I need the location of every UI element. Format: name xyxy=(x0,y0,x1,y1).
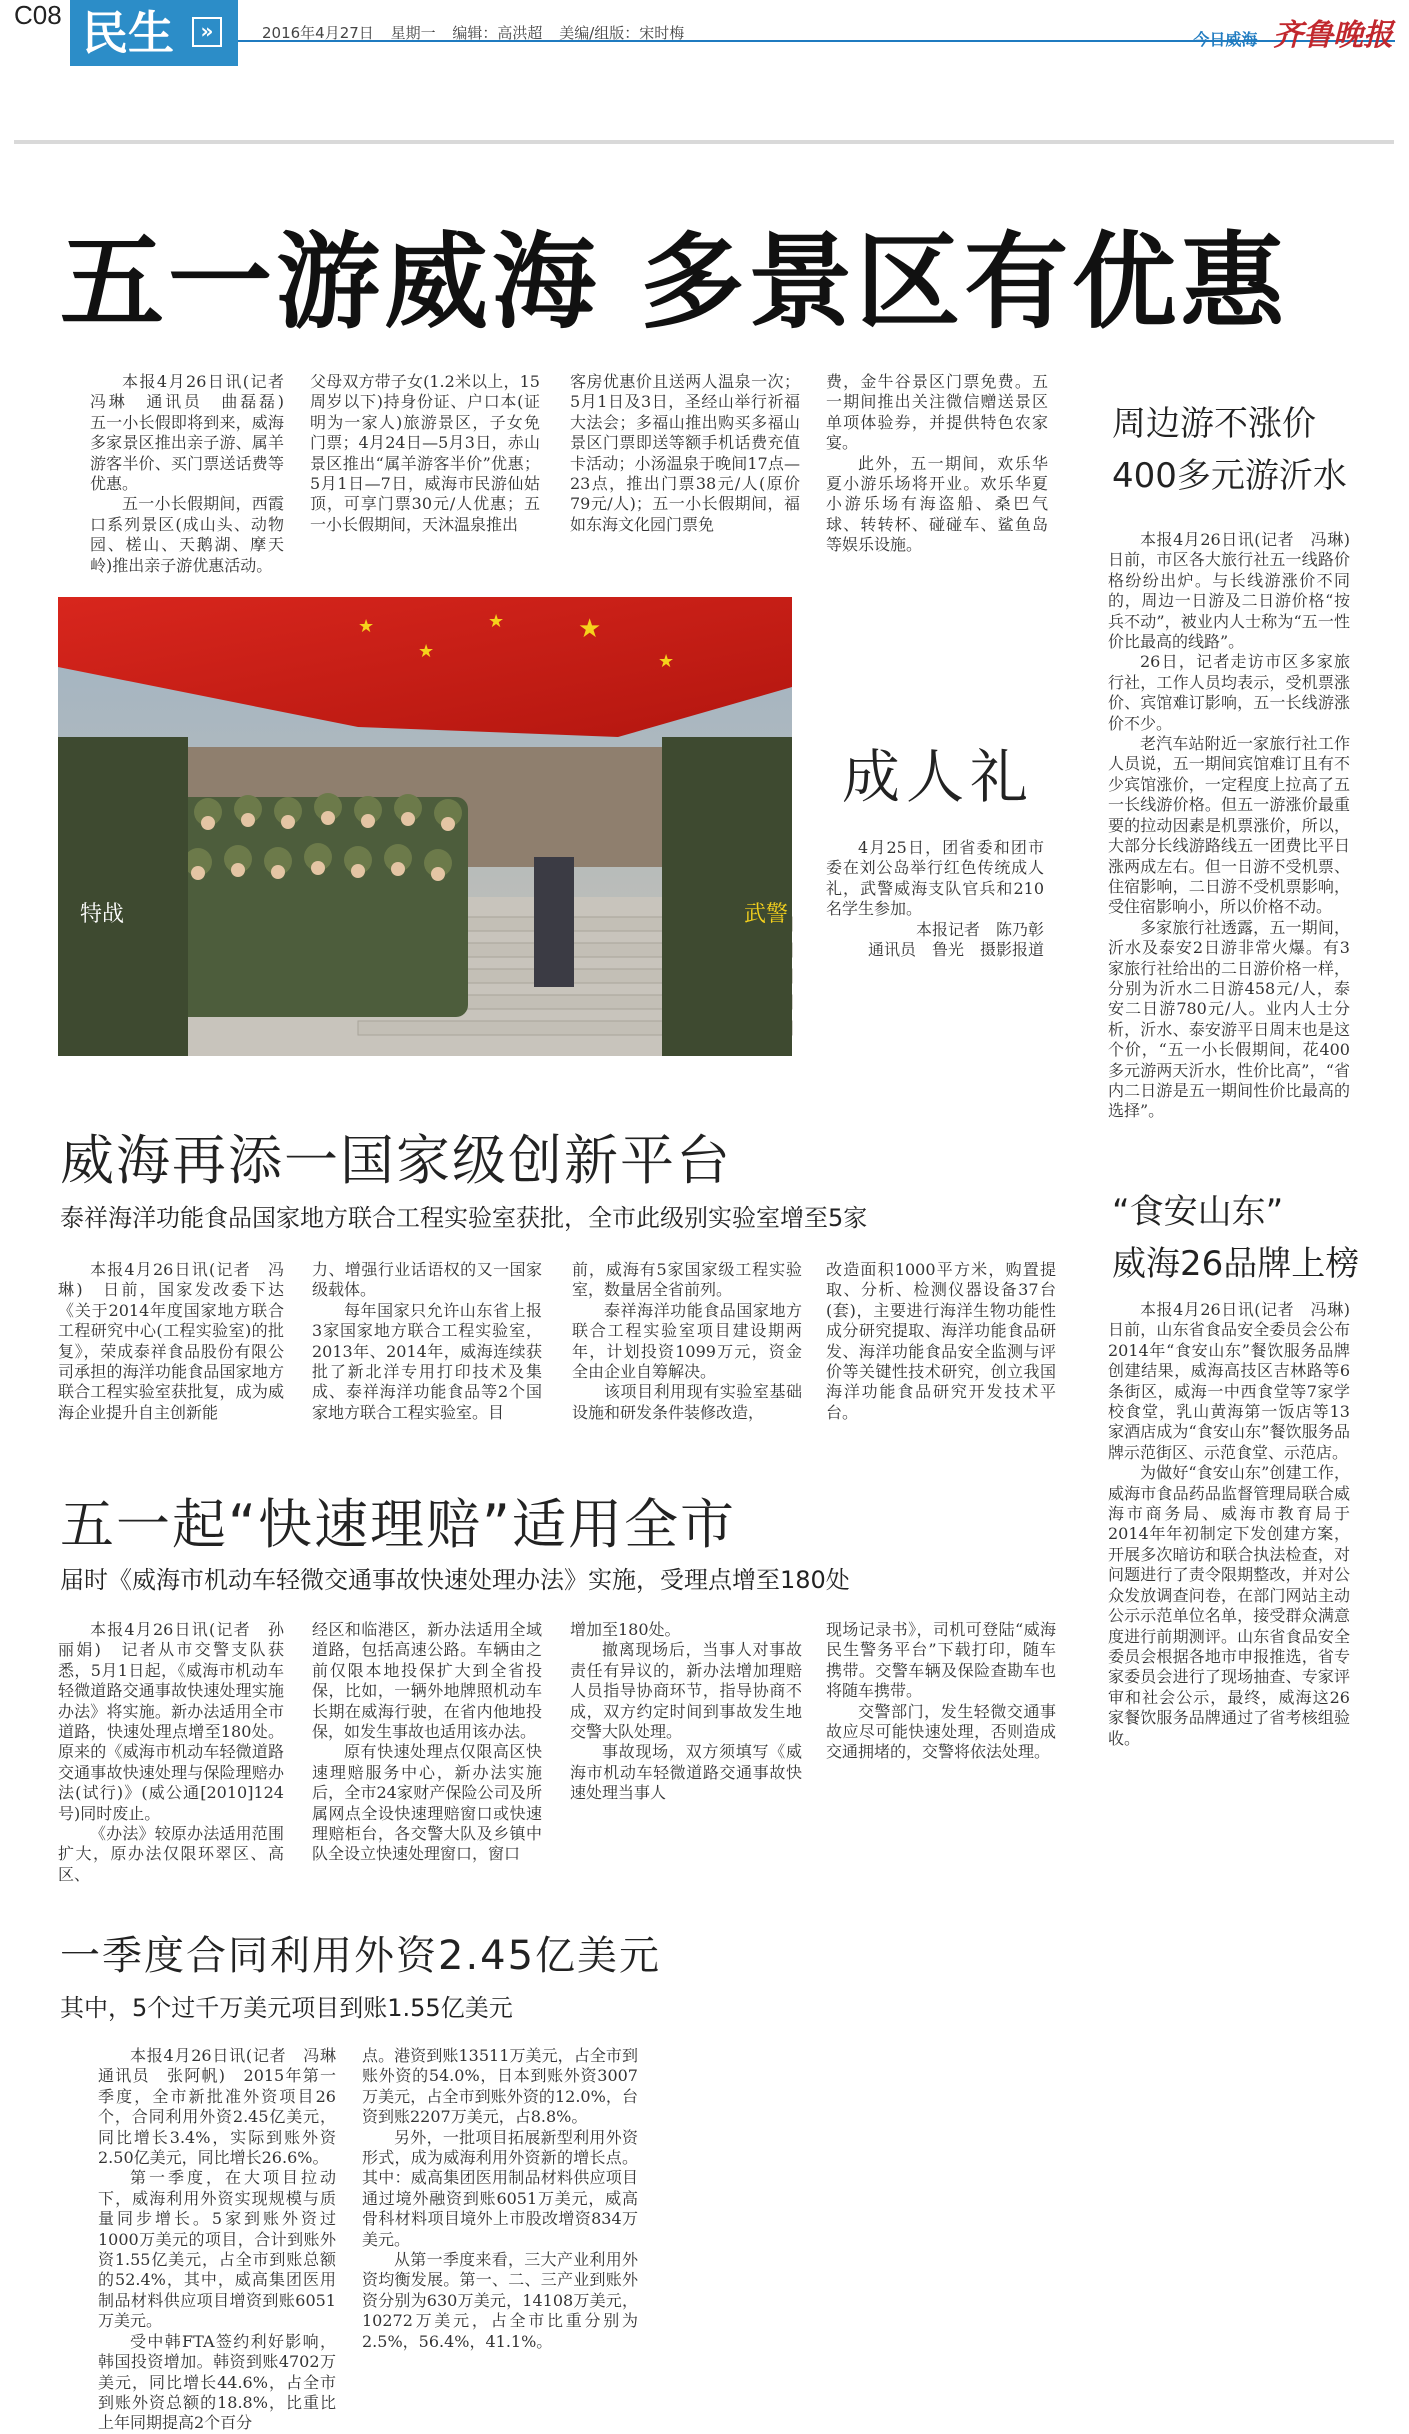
photo-credit xyxy=(826,920,1044,961)
main-col-4-p2: 此外，五一期间，欢乐华夏小游乐场将开业。欢乐华夏小游乐场有海盗船、桑巴气球、转转杯、碰碰车、鲨鱼岛等娱乐设施。 xyxy=(826,453,1048,555)
side-tour-p1: 本报4月26日讯(记者 冯琳) 日前，市区各大旅行社五一线路价格纷纷出炉。与长线游涨价不同的，周边一日游及二日游价格“按兵不动”，被业内人士称为“五一性价比最高的线路”。 xyxy=(1108,530,1367,652)
fdi-headline: 一季度合同利用外资2.45亿美元 xyxy=(60,1933,662,1979)
issue-date: 2016年4月27日 xyxy=(262,24,374,42)
editor-credit: 编辑：高洪超 xyxy=(452,24,543,42)
claims-col-1-p2: 《办法》较原办法适用范围扩大，原办法仅限环翠区、高区、 xyxy=(58,1824,284,1884)
photo-caption xyxy=(826,838,1044,920)
fdi-col-2-p1: 点。港资到账13511万美元，占全市到账外资的54.0%，日本到账外资3007万美元，占全市到账外资的12.0%，台资到账2207万美元，占8.8%。 xyxy=(362,2046,638,2127)
side-tour-headline-1: 周边游不涨价 xyxy=(1112,404,1316,444)
ceremony-photo-illustration xyxy=(58,597,792,1056)
claims-headline: 五一起“快速理赔”适用全市 xyxy=(60,1493,736,1556)
main-col-4 xyxy=(826,372,1048,555)
section-label xyxy=(70,0,238,66)
main-col-3-p1: 客房优惠价且送两人温泉一次；5月1日及3日，圣经山举行祈福大法会；多福山推出购买多福山景区门票即送等额手机话费充值卡活动；小汤温泉于晚间17点—23点，推出门票38元/人(原价79元/人)；五一小长假期间，福如东海文化园门票免 xyxy=(570,372,800,534)
side-tour-p2: 26日，记者走访市区多家旅行社，工作人员均表示，受机票涨价、宾馆难订影响，五一长线游涨价不少。 xyxy=(1108,652,1350,733)
main-col-1-p2: 五一小长假期间，西霞口系列景区(成山头、动物园、槎山、天鹅湖、摩天岭)推出亲子游优惠活动。 xyxy=(90,494,284,575)
platform-col-1 xyxy=(58,1260,284,1430)
photo-credit-1: 本报记者 陈乃彰 xyxy=(915,920,1044,939)
main-col-1 xyxy=(90,372,301,575)
main-col-4-p1: 费，金牛谷景区门票免费。五一期间推出关注微信赠送景区单项体验券，并提供特色农家宴。 xyxy=(826,372,1048,453)
side-tour-p4: 多家旅行社透露，五一期间，沂水及泰安2日游非常火爆。有3家旅行社给出的二日游价格一样，分别为沂水二日游458元/人，泰安二日游780元/人。业内人士分析，沂水、泰安游平日周末也是这个价，“五一小长假期间，花400多元游两天沂水，性价比高”，“省内二日游是五一期间性价比最高的选择”。 xyxy=(1108,917,1350,1121)
platform-col-2-p1: 力、增强行业话语权的又一国家级载体。 xyxy=(312,1260,542,1300)
claims-col-1-p1: 本报4月26日讯(记者 孙丽娟) 记者从市交警支队获悉，5月1日起，《威海市机动车轻微道路交通事故快速处理实施办法》将实施。新办法适用全市道路，快速处理点增至180处。原来的《威海市机动车轻微道路交通事故快速处理与保险理赔办法(试行)》(威公通[2010]124号)同时废止。 xyxy=(58,1620,284,1823)
fdi-subhead: 其中，5个过千万美元项目到账1.55亿美元 xyxy=(60,1994,513,2022)
claims-col-3-p2: 撤离现场后，当事人对事故责任有异议的，新办法增加理赔人员指导协商环节，指导协商不成，双方约定时间到事故发生地交警大队处理。 xyxy=(570,1640,802,1742)
side-tour-headline xyxy=(1112,398,1347,502)
designer-credit: 美编/组版：宋时梅 xyxy=(559,24,685,42)
claims-col-3-p1: 增加至180处。 xyxy=(570,1620,681,1639)
main-col-2 xyxy=(310,372,540,538)
platform-col-4 xyxy=(826,1260,1056,1430)
fdi-col-2-p3: 从第一季度来看，三大产业利用外资均衡发展。第一、二、三产业到账外资分别为630万美元，14108万美元，10272万美元，占全市比重分别为2.5%，56.4%，41.1%。 xyxy=(362,2250,638,2351)
main-col-1-p1: 本报4月26日讯(记者 冯琳 通讯员 曲磊磊) 五一小长假即将到来，威海多家景区推出亲子游、属羊游客半价、买门票送话费等优惠。 xyxy=(90,372,301,494)
claims-col-2-p2: 原有快速处理点仅限高区快速理赔服务中心，新办法实施后，全市24家财产保险公司及所属网点全设快速理赔窗口或快速理赔柜台，各交警大队及乡镇中队全设立快速处理窗口，窗口 xyxy=(312,1742,542,1864)
photo-flash-right: 武警 xyxy=(744,902,789,927)
paper-logo: 齐鲁晚报 xyxy=(1273,18,1393,53)
side-food-body xyxy=(1108,1300,1367,1796)
side-tour-p3: 老汽车站附近一家旅行社工作人员说，五一期间宾馆难订且有不少宾馆涨价，一定程度上拉高了五一长线游价格。但五一游涨价最重要的拉动因素是机票涨价，所以，大部分长线游路线五一团费比平日涨两成左右。但一日游不受机票、住宿影响，二日游不受机票影响，受住宿影响小，所以价格不动。 xyxy=(1108,734,1350,917)
ceremony-photo xyxy=(58,597,792,1056)
platform-col-1-p1: 本报4月26日讯(记者 冯琳) 日前，国家发改委下达《关于2014年度国家地方联合工程研究中心(工程实验室)的批复》，荣成泰祥食品股份有限公司承担的海洋功能食品国家地方联合工程实验室获批复，成为威海企业提升自主创新能 xyxy=(58,1260,284,1422)
edition-name: 今日威海 xyxy=(1193,30,1258,49)
side-tour-headline-2: 400多元游沂水 xyxy=(1112,456,1347,496)
platform-subhead: 泰祥海洋功能食品国家地方联合工程实验室获批，全市此级别实验室增至5家 xyxy=(60,1204,868,1232)
platform-col-2-p2: 每年国家只允许山东省上报3家国家地方联合工程实验室，2013年、2014年，威海连续获批了新北洋专用打印技术及集成、泰祥海洋功能食品等2个国家地方联合工程实验室。目 xyxy=(312,1300,542,1422)
platform-col-4-p1: 改造面积1000平方米，购置提取、分析、检测仪器设备37台(套)，主要进行海洋生物功能性成分研究提取、海洋功能食品研发、海洋功能食品安全监测与评价等关键性技术研究，创立我国海洋功能食品研究开发技术平台。 xyxy=(826,1260,1056,1422)
side-food-headline-1: “食安山东” xyxy=(1112,1192,1284,1232)
claims-col-4 xyxy=(826,1620,1056,1894)
fdi-col-1-p3: 受中韩FTA签约利好影响，韩国投资增加。韩资到账4702万美元，同比增长44.6%，占全市到账外资总额的18.8%，比重比上年同期提高2个百分 xyxy=(98,2331,336,2433)
svg-text:★: ★ xyxy=(488,611,505,632)
main-headline: 五一游威海 多景区有优惠 xyxy=(60,221,1289,343)
platform-headline: 威海再添一国家级创新平台 xyxy=(60,1129,732,1192)
claims-col-1 xyxy=(58,1620,284,1894)
main-col-2-p1: 父母双方带子女(1.2米以上，15周岁以下)持身份证、户口本(证明为一家人)旅游景区，子女免门票；4月24日—5月3日，赤山景区推出“属羊游客半价”优惠；5月1日—7日，威海市民游仙姑顶，可享门票30元/人优惠；五一小长假期间，天沐温泉推出 xyxy=(310,372,540,534)
svg-text:★: ★ xyxy=(578,614,602,644)
claims-col-2-p1: 经区和临港区，新办法适用全域道路，包括高速公路。车辆由之前仅限本地投保扩大到全省投保，比如，一辆外地牌照机动车长期在威海行驶，在省内他地投保，如发生事故也适用该办法。 xyxy=(312,1620,542,1742)
platform-col-3-p2: 泰祥海洋功能食品国家地方联合工程实验室项目建设期两年，计划投资1099万元，资金全由企业自筹解决。 xyxy=(572,1300,802,1382)
svg-text:★: ★ xyxy=(358,616,375,637)
svg-text:★: ★ xyxy=(658,651,675,672)
masthead-info xyxy=(262,22,696,43)
platform-col-3-p1: 前，威海有5家国家级工程实验室，数量居全省前列。 xyxy=(572,1260,802,1300)
section-arrow-icon: » xyxy=(192,17,222,47)
claims-col-3-p3: 事故现场，双方须填写《威海市机动车轻微道路交通事故快速处理当事人 xyxy=(570,1742,802,1803)
side-tour-body xyxy=(1108,530,1367,1142)
main-col-3 xyxy=(570,372,800,538)
side-food-p2: 为做好“食安山东”创建工作，威海市食品药品监督管理局联合威海市商务局、威海市教育局于2014年年初制定下发创建方案，开展多次暗访和联合执法检查，对问题进行了责令限期整改，并对公众发放调查问卷，在部门网站主动公示示范单位名单，接受群众满意度进行前期测评。山东省食品安全委员会根据各地市申报推选，省专家委员会进行了现场抽查、专家评审和社会公示，最终，威海这26家餐饮服务品牌通过了省考核组验收。 xyxy=(1108,1463,1350,1748)
issue-weekday: 星期一 xyxy=(390,24,436,42)
section-name: 民生 xyxy=(82,6,174,60)
photo-credit-2: 通讯员 鲁光 摄影报道 xyxy=(867,940,1044,960)
photo-caption-text: 4月25日，团省委和团市委在刘公岛举行红色传统成人礼，武警威海支队官兵和210名学生参加。 xyxy=(826,838,1044,919)
top-divider xyxy=(14,140,1394,144)
fdi-col-1 xyxy=(98,2046,353,2433)
platform-col-3 xyxy=(572,1260,802,1430)
claims-col-2 xyxy=(312,1620,542,1894)
claims-col-3 xyxy=(570,1620,802,1894)
platform-col-2 xyxy=(312,1260,542,1430)
svg-text:★: ★ xyxy=(418,641,435,662)
photo-flash-left: 特战 xyxy=(80,902,125,927)
masthead-brand xyxy=(1193,10,1393,54)
fdi-col-2 xyxy=(362,2046,638,2376)
claims-col-4-p1: 现场记录书》，司机可登陆“威海民生警务平台”下载打印，随车携带。交警车辆及保险查勘车也将随车携带。 xyxy=(826,1620,1056,1701)
claims-subhead: 届时《威海市机动车轻微交通事故快速处理办法》实施，受理点增至180处 xyxy=(60,1566,850,1594)
side-food-headline-2: 威海26品牌上榜 xyxy=(1112,1244,1360,1284)
platform-col-3-p3: 该项目利用现有实验室基础设施和研发条件装修改造， xyxy=(572,1382,802,1422)
side-food-p1: 本报4月26日讯(记者 冯琳) 日前，山东省食品安全委员会公布2014年“食安山东”餐饮服务品牌创建结果，威海高技区吉林路等6条街区，威海一中西食堂等7家学校食堂，乳山黄海第一饭店等13家酒店成为“食安山东”餐饮服务品牌示范街区、示范食堂、示范店。 xyxy=(1108,1300,1367,1462)
fdi-col-2-p2: 另外，一批项目拓展新型利用外资形式，成为威海利用外资新的增长点。其中：威高集团医用制品材料供应项目通过境外融资到账6051万美元，威高骨科材料项目境外上市股改增资834万美元。 xyxy=(362,2127,638,2249)
fdi-col-1-p2: 第一季度，在大项目拉动下，威海利用外资实现规模与质量同步增长。5家到账外资过1000万美元的项目，合计到账外资1.55亿美元，占全市到账总额的52.4%，其中，威高集团医用制品材料供应项目增资到账6051万美元。 xyxy=(98,2168,336,2331)
fdi-col-1-p1: 本报4月26日讯(记者 冯琳 通讯员 张阿帆) 2015年第一季度，全市新批准外资项目26个，合同利用外资2.45亿美元，同比增长3.4%，实际到账外资2.50亿美元，同比增长26.6%。 xyxy=(98,2046,353,2168)
side-food-headline xyxy=(1112,1186,1359,1290)
page-number: C08 xyxy=(14,0,62,30)
photo-caption-title: 成人礼 xyxy=(842,743,1035,811)
claims-col-4-p2: 交警部门，发生轻微交通事故应尽可能快速处理，否则造成交通拥堵的，交警将依法处理。 xyxy=(826,1701,1056,1762)
